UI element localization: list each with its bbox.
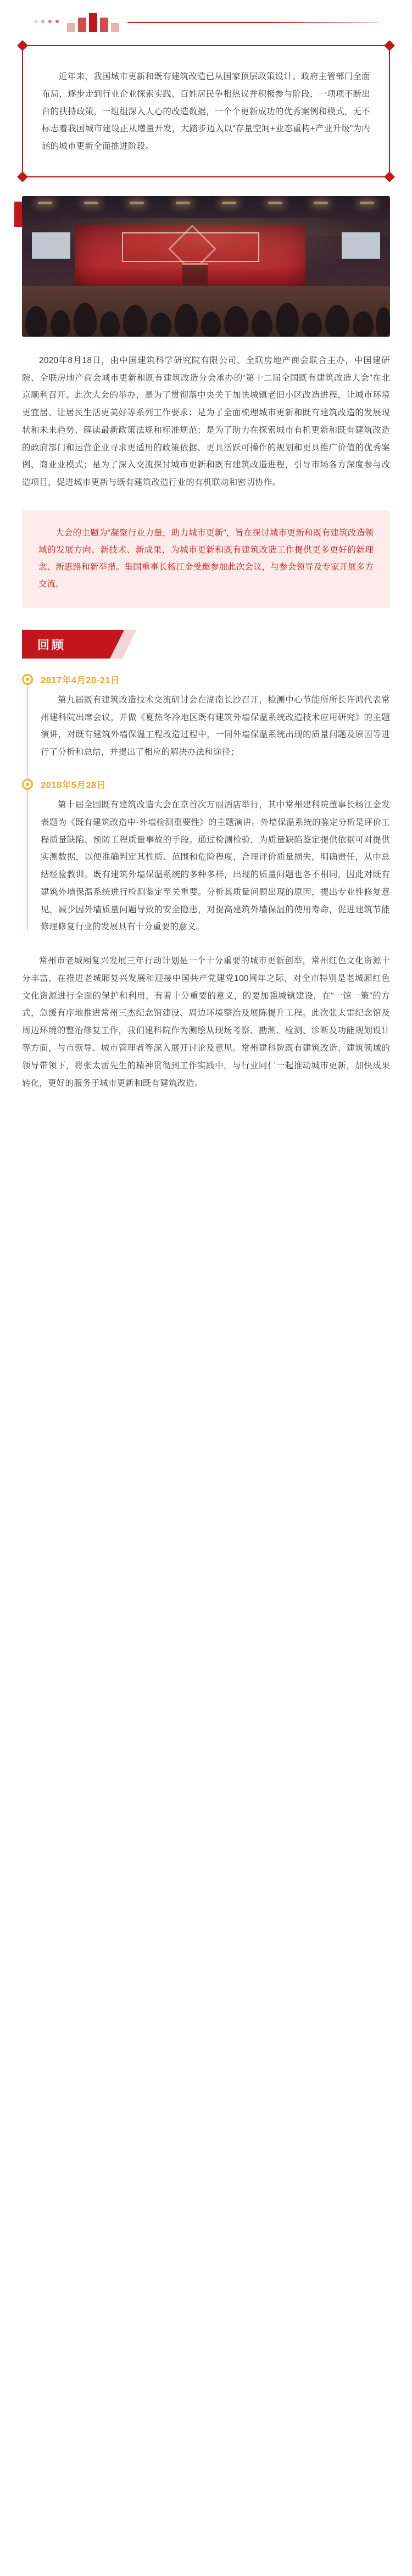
decorative-rule [127,22,378,23]
conference-section [22,352,390,492]
timeline-item [41,778,390,936]
closing-section [22,952,390,1092]
highlight-quote-box [22,510,390,608]
timeline-item [41,673,390,761]
closing-paragraph: 常州市老城厢复兴发展三年行动计划是一个十分重要的城市更新创举，常州红色文化资源十分丰富，在推进老城厢复兴发展和迎接中国共产党建党100周年之际，对全市特别是老城厢红色文化资源进行全面的保护和利用，有着十分重要的意义，的要加强城镇建设，在“一馆一策”的方式，急缓有序地推进常州三杰纪念馆建设、周边环境整治及展陈提升工程。此次张太雷纪念馆及周边环境的整治修复工作，我们建科院作为测绘从现场考察、勘测、检测、诊断及功能规划设计等方面，与市领导、城市管理者等深入展开讨论及意见。常州建科院既有建筑改造、建筑领域的领导带领下，将张太雷先生的精神贯彻到工作实践中，与行业同仁一起推动城市更新，加快成果转化，更好的服务于城市更新和既有建筑改造。 [22,956,390,1088]
conference-paragraph: 2020年8月18日，由中国建筑科学研究院有限公司、全联房地产商会联合主办，中国建研院、全联房地产商会城市更新和既有建筑改造分会承办的“第十二届全国既有建筑改造大会”在北京顺利召开。此次大会的举办，是为了贯彻落中央关于加快城镇老旧小区改造进程，让城市环境更宜居、让居民生活更美好等系列工作要求；是为了全面梳理城市更新和既有建筑改造的发展现状和未来趋势、解读最新政策法规和标准规范；是为了助力在探索城市有机更新和既有建筑改造的政府部门和运营企业寻求更适用的政策依据、更具活跃可操作的规划和更具推广价值的优秀案例、商业业模式；是为了深入交流探讨城市更新和既有建筑改造进程，引导市场各方深度参与改造项目，促进城市更新与既有建筑改造行业的有机联动和密切协作。 [22,355,390,488]
section-heading-label: 回顾 [37,638,66,652]
highlight-quote-text: 大会的主题为“凝聚行业力量，助力城市更新”，旨在探讨城市更新和既有建筑改造领域的发展方向、新技术、新成果，为城市更新和既有建筑改造工作提供更多更好的新理念、新思路和新举措。集国重事长杨江金受邀参加此次会议，与参会领导及专家开展多方交流。 [38,528,374,589]
top-decoration [0,10,412,42]
intro-frame [22,45,390,177]
timeline [22,673,390,936]
timeline-text: 第九届既有建筑改造技术交流研讨会在湖南长沙召开，检测中心节能所所长许鸿代表常州建科院出席会议，并做《夏热冬冷地区既有建筑外墙保温系统改造技术应用研究》的主题演讲，对既有建筑外墙保温工程改造过程中，一同外墙保温系统出现的质量问题及原因等进行了分析和总结，并提出了相应的解决办法和途径； [41,695,390,757]
timeline-date: 2017年4月20-21日 [41,675,120,685]
decorative-bars-icon [67,13,119,32]
timeline-text: 第十届全国既有建筑改造大会在京首次万丽酒店举行，其中常州建科院董事长杨江金发表题为《既有建筑改造中·外墙检测重要性》的主题演讲。外墙保温系统的鉴定分析是评价工程质量缺陷、预防工程质量事故的手段。通过检测检验，为质量缺陷鉴定提供依据可对提供实测数据，以便准确判定其性质、范围和危险程度，合理评价质量损失，明确责任，从中总结经验教训。既有建筑外墙保温系统的多种多样，出现的质量问题也各不相同，因此对既有建筑外墙保温系统进行检测鉴定至关重要。分析其质量问题出现的原因，提出专业性修复意见，减少因外墙质量问题导致的安全隐患，对提高建筑外墙保温的使用寿命，促进建筑节能修理修复行业的发展具有十分重要的意义。 [41,800,390,932]
section-heading-review [0,630,412,659]
conference-photo [22,196,390,337]
frame-corner-diamond-icon [17,40,28,51]
photo-audience [22,280,390,337]
photo-accent-tab [14,202,22,227]
hero-photo-block [22,196,390,337]
frame-corner-diamond-icon [384,171,395,182]
decorative-dots-icon [34,20,59,23]
frame-corner-diamond-icon [384,40,395,51]
timeline-marker-circle-icon [22,779,33,790]
intro-paragraph: 近年来，我国城市更新和既有建筑改造已从国家顶层政策设计、政府主管部门全面布局，逐步走到行业企业探索实践、百姓居民争相热议并积极参与阶段，一项项不断出台的扶持政策，一组组深入人心的改造数据，一个个更新成功的优秀案例和模式，无不标志着我国城市建设正从增量开发，大踏步迈入以“存量空间+业态重构+产业升级”为内涵的城市更新全面推进阶段。 [42,72,370,152]
timeline-marker-circle-icon [22,674,33,685]
frame-corner-diamond-icon [17,171,28,182]
photo-light-haze [22,218,390,284]
timeline-date: 2018年5月28日 [41,780,106,791]
